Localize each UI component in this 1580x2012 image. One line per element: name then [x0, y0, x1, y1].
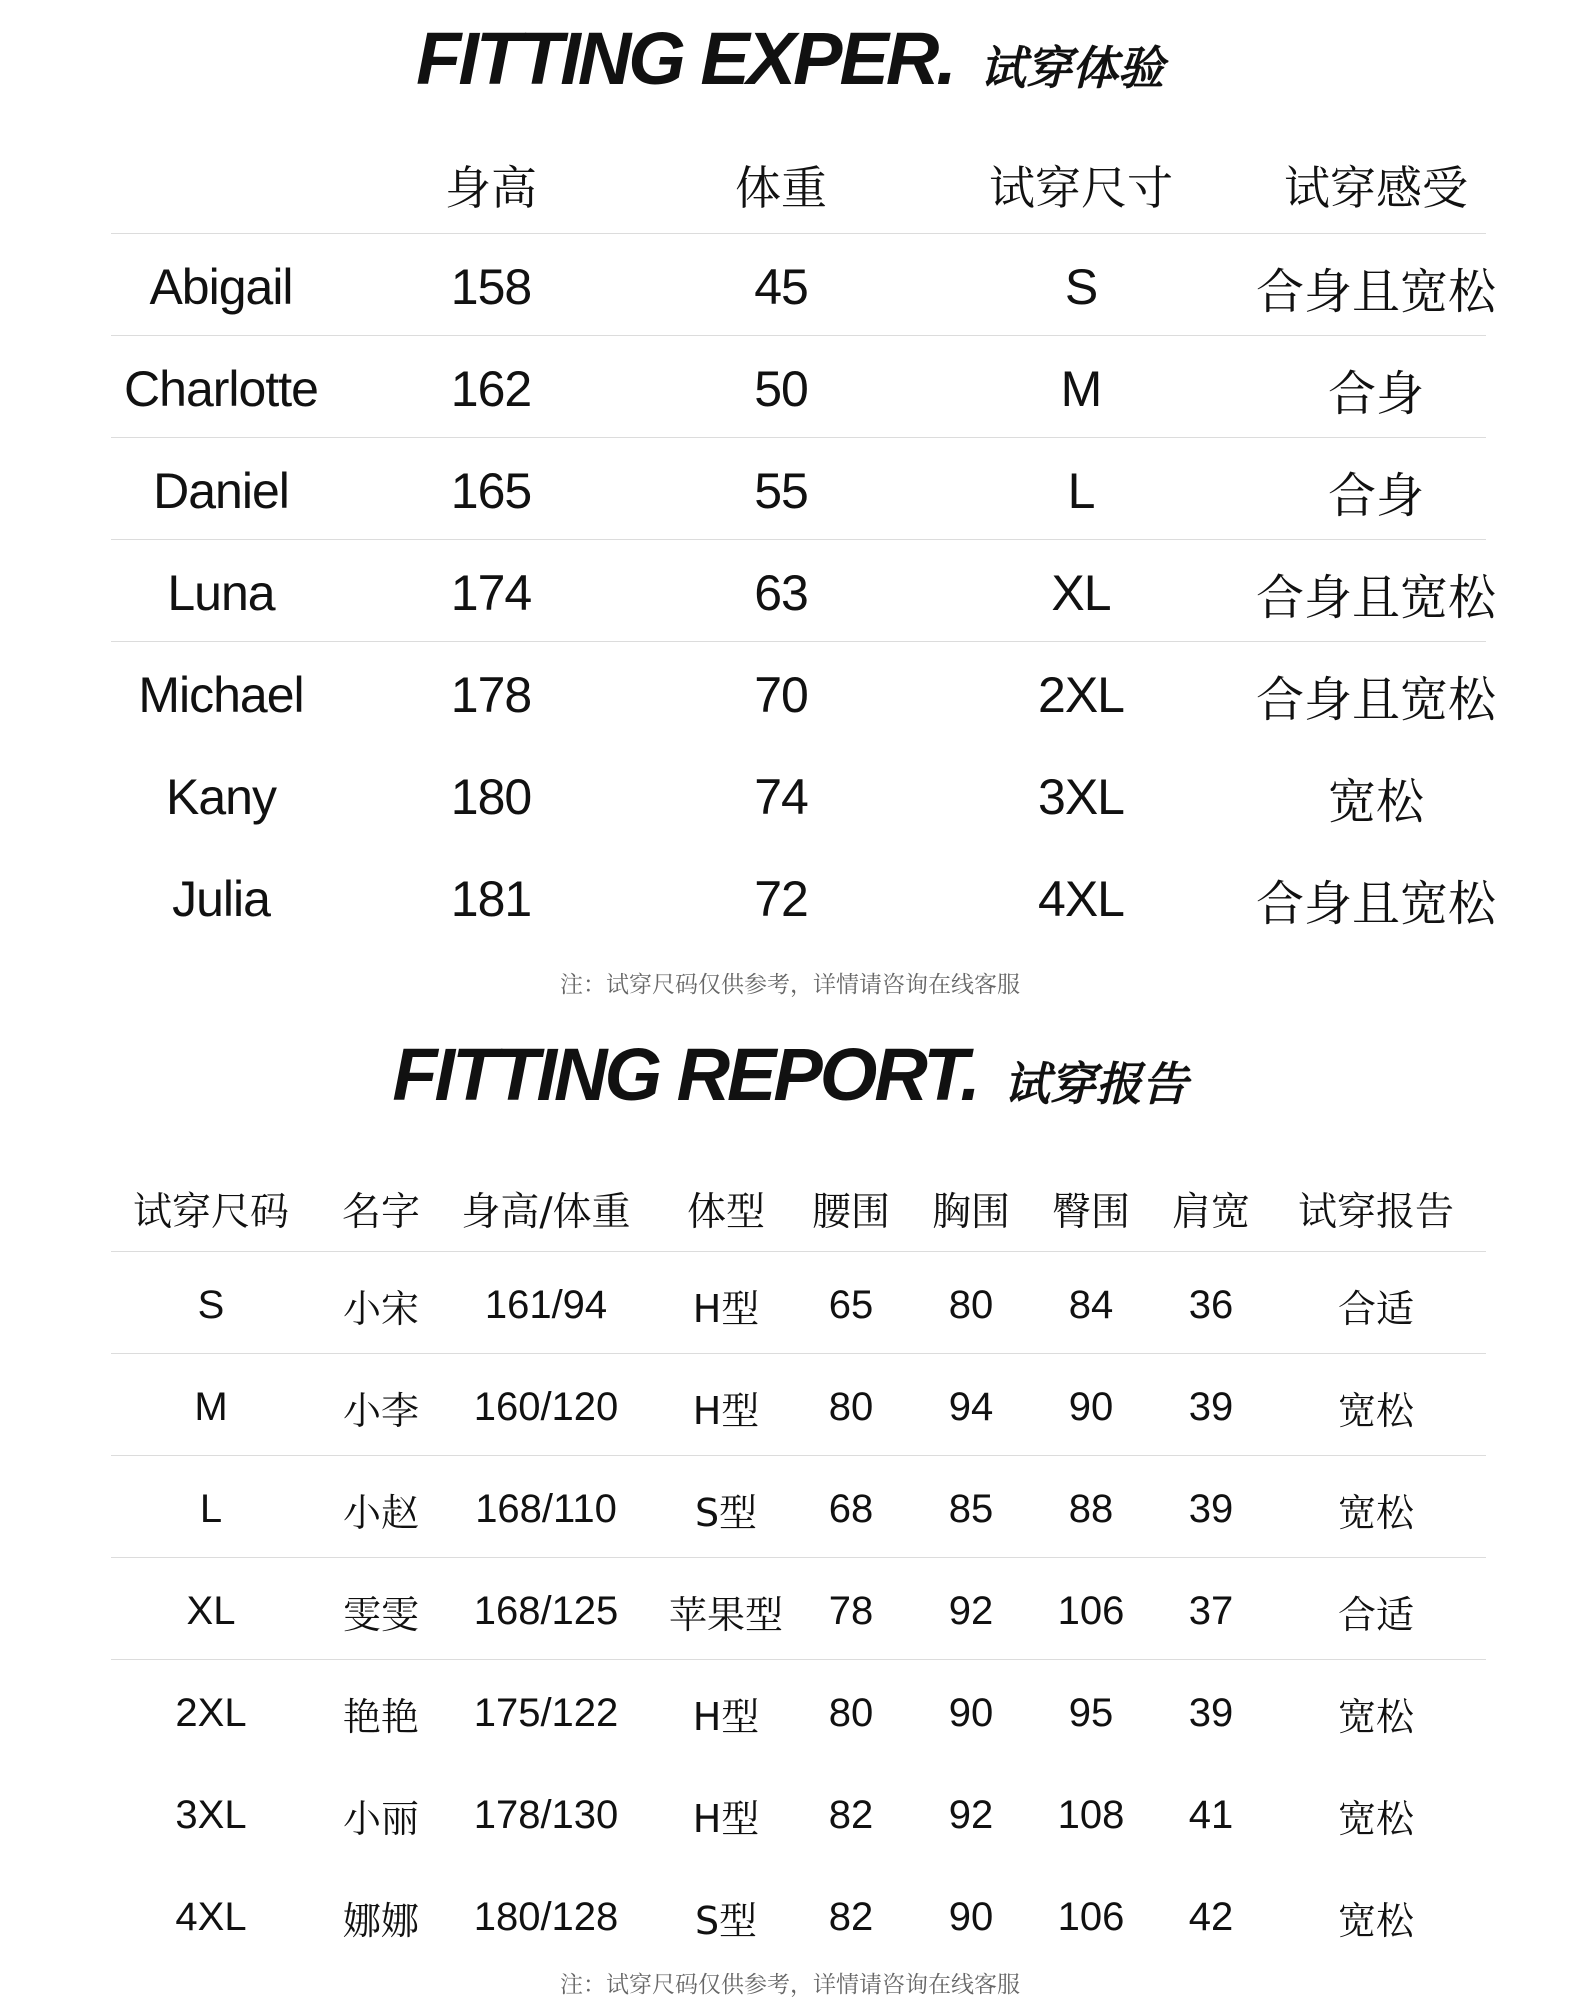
cell-size: 4XL: [175, 1894, 247, 1939]
table-row: [111, 338, 1486, 440]
cell-shoulder: 42: [1188, 1894, 1234, 1939]
cell-body-type: H型: [692, 1694, 760, 1739]
cell-shoulder: 36: [1188, 1282, 1234, 1327]
cell-waist: 68: [828, 1486, 874, 1531]
cell-report: 宽松: [1337, 1388, 1414, 1433]
report-header-row: [111, 1158, 1486, 1260]
cell-feel: 合身且宽松: [1255, 875, 1496, 932]
cell-weight: 72: [754, 871, 808, 927]
cell-body-type: H型: [692, 1796, 760, 1841]
cell-feel: 合身: [1327, 365, 1424, 422]
cell-height: 178: [450, 667, 532, 723]
cell-size: XL: [1051, 565, 1111, 621]
report-title-cn: 试穿报告: [1003, 1057, 1188, 1111]
divider: [111, 539, 1486, 540]
cell-report: 合适: [1337, 1286, 1414, 1331]
divider: [111, 233, 1486, 234]
cell-name: Kany: [166, 769, 276, 825]
cell-size: 2XL: [1038, 667, 1124, 723]
table-row: [111, 848, 1496, 950]
cell-size: S: [1064, 259, 1098, 315]
header-fit-size: 试穿尺寸: [989, 161, 1173, 215]
cell-height-weight: 160/120: [473, 1384, 619, 1429]
cell-hip: 106: [1057, 1588, 1125, 1633]
cell-weight: 50: [754, 361, 808, 417]
cell-name: Abigail: [149, 259, 293, 315]
cell-body-type: H型: [692, 1388, 760, 1433]
cell-hip: 106: [1057, 1894, 1125, 1939]
cell-size: XL: [186, 1588, 236, 1633]
cell-hip: 84: [1068, 1282, 1114, 1327]
cell-report: 合适: [1337, 1592, 1414, 1637]
divider: [111, 1455, 1486, 1456]
cell-height: 158: [450, 259, 532, 315]
report-note: 注：试穿尺码仅供参考，详情请咨询在线客服: [560, 1972, 1020, 1998]
cell-chest: 92: [948, 1792, 994, 1837]
divider: [111, 1557, 1486, 1558]
cell-waist: 65: [828, 1282, 874, 1327]
cell-size: M: [194, 1384, 228, 1429]
cell-size: 2XL: [175, 1690, 247, 1735]
header-chest: 胸围: [931, 1190, 1010, 1235]
cell-name: 小宋: [342, 1286, 419, 1331]
cell-chest: 85: [948, 1486, 994, 1531]
divider: [111, 1251, 1486, 1252]
cell-height-weight: 175/122: [473, 1690, 619, 1735]
divider: [111, 1353, 1486, 1354]
cell-waist: 80: [828, 1690, 874, 1735]
header-height-weight: 身高/体重: [461, 1190, 631, 1235]
experience-title-cn: 试穿体验: [979, 41, 1164, 95]
cell-name: 艳艳: [342, 1694, 419, 1739]
cell-body-type: S型: [694, 1898, 758, 1943]
header-height: 身高: [445, 161, 537, 215]
cell-feel: 合身: [1327, 467, 1424, 524]
experience-title: [0, 16, 1580, 101]
cell-report: 宽松: [1337, 1796, 1414, 1841]
cell-hip: 88: [1068, 1486, 1114, 1531]
report-title-en: FITTING REPORT.: [392, 1033, 978, 1116]
cell-size: M: [1060, 361, 1102, 417]
cell-body-type: S型: [694, 1490, 758, 1535]
cell-weight: 63: [754, 565, 808, 621]
cell-shoulder: 37: [1188, 1588, 1234, 1633]
table-row: [111, 236, 1496, 338]
divider: [111, 335, 1486, 336]
cell-size: L: [1067, 463, 1095, 519]
table-row: [111, 1662, 1486, 1764]
cell-feel: 合身且宽松: [1255, 569, 1496, 626]
cell-height: 162: [450, 361, 532, 417]
cell-weight: 45: [754, 259, 808, 315]
cell-chest: 92: [948, 1588, 994, 1633]
table-row: [111, 1764, 1486, 1866]
cell-waist: 78: [828, 1588, 874, 1633]
cell-shoulder: 41: [1188, 1792, 1234, 1837]
experience-note: 注：试穿尺码仅供参考，详情请咨询在线客服: [560, 972, 1020, 998]
header-fit-feel: 试穿感受: [1284, 161, 1468, 215]
cell-height: 174: [450, 565, 532, 621]
cell-weight: 74: [754, 769, 808, 825]
cell-name: 小李: [342, 1388, 419, 1433]
cell-name: 小赵: [342, 1490, 419, 1535]
cell-height: 165: [450, 463, 532, 519]
header-weight: 体重: [735, 161, 827, 215]
cell-body-type: 苹果型: [668, 1592, 783, 1637]
table-row: [111, 644, 1496, 746]
table-row: [111, 1356, 1486, 1458]
cell-feel: 宽松: [1327, 773, 1424, 830]
cell-weight: 70: [754, 667, 808, 723]
cell-feel: 合身且宽松: [1255, 263, 1496, 320]
cell-name: Julia: [172, 871, 270, 927]
cell-height-weight: 168/125: [473, 1588, 619, 1633]
cell-hip: 108: [1057, 1792, 1125, 1837]
table-row: [111, 1254, 1486, 1356]
cell-name: Daniel: [153, 463, 289, 519]
cell-height: 181: [450, 871, 532, 927]
cell-size: 4XL: [1038, 871, 1124, 927]
cell-shoulder: 39: [1188, 1690, 1234, 1735]
table-row: [111, 1866, 1486, 1968]
cell-name: 雯雯: [342, 1592, 419, 1637]
cell-name: 娜娜: [342, 1898, 419, 1943]
experience-title-en: FITTING EXPER.: [416, 17, 954, 100]
header-hip: 臀围: [1051, 1190, 1130, 1235]
report-title: [0, 1032, 1580, 1117]
cell-chest: 80: [948, 1282, 994, 1327]
table-row: [111, 1458, 1486, 1560]
header-waist: 腰围: [811, 1190, 890, 1235]
cell-shoulder: 39: [1188, 1384, 1234, 1429]
divider: [111, 1659, 1486, 1660]
table-row: [111, 542, 1496, 644]
cell-height-weight: 178/130: [473, 1792, 619, 1837]
cell-report: 宽松: [1337, 1694, 1414, 1739]
cell-size: 3XL: [1038, 769, 1124, 825]
cell-name: Michael: [138, 667, 304, 723]
cell-report: 宽松: [1337, 1898, 1414, 1943]
cell-height-weight: 161/94: [484, 1282, 608, 1327]
experience-header-row: [111, 134, 1486, 236]
cell-body-type: H型: [692, 1286, 760, 1331]
cell-waist: 82: [828, 1792, 874, 1837]
cell-height: 180: [450, 769, 532, 825]
cell-waist: 82: [828, 1894, 874, 1939]
header-shoulder: 肩宽: [1171, 1190, 1250, 1235]
cell-size: L: [199, 1486, 223, 1531]
table-row: [111, 440, 1486, 542]
cell-height-weight: 180/128: [473, 1894, 619, 1939]
table-row: [111, 746, 1486, 848]
table-row: [111, 1560, 1486, 1662]
cell-name: Charlotte: [124, 361, 318, 417]
cell-height-weight: 168/110: [475, 1486, 617, 1531]
cell-hip: 90: [1068, 1384, 1114, 1429]
cell-hip: 95: [1068, 1690, 1114, 1735]
cell-weight: 55: [754, 463, 808, 519]
cell-shoulder: 39: [1188, 1486, 1234, 1531]
cell-chest: 90: [948, 1894, 994, 1939]
divider: [111, 641, 1486, 642]
cell-chest: 94: [948, 1384, 994, 1429]
header-fit-report: 试穿报告: [1297, 1190, 1454, 1235]
header-fit-size: 试穿尺码: [132, 1190, 289, 1235]
cell-chest: 90: [948, 1690, 994, 1735]
cell-size: 3XL: [175, 1792, 247, 1837]
header-body-type: 体型: [686, 1190, 765, 1235]
cell-name: 小丽: [342, 1796, 419, 1841]
cell-waist: 80: [828, 1384, 874, 1429]
header-name: 名字: [341, 1190, 420, 1235]
divider: [111, 437, 1486, 438]
cell-feel: 合身且宽松: [1255, 671, 1496, 728]
cell-report: 宽松: [1337, 1490, 1414, 1535]
cell-size: S: [197, 1282, 225, 1327]
cell-name: Luna: [167, 565, 275, 621]
